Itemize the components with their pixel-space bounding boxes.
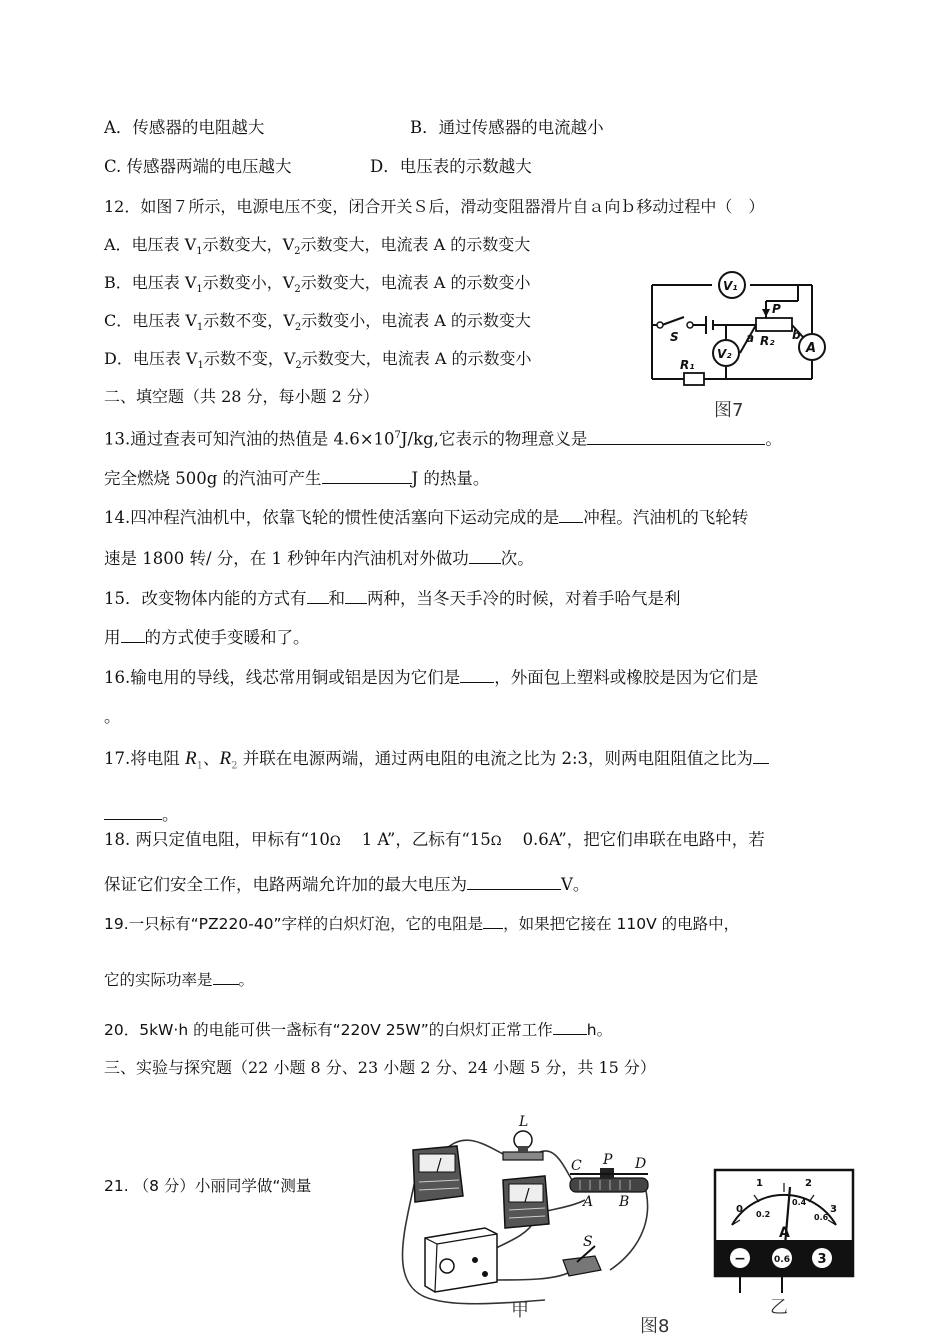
q15-blank-3[interactable] — [121, 626, 145, 643]
yi-tick-3: 3 — [830, 1204, 837, 1215]
fig8-voltmeter-icon — [503, 1176, 549, 1228]
q20-blank-1[interactable] — [553, 1018, 587, 1035]
fig8-switch-icon — [563, 1246, 601, 1276]
q16-blank-1[interactable] — [460, 666, 494, 683]
fig8-label-l: L — [519, 1114, 529, 1130]
yi-tick-1: 1 — [756, 1178, 763, 1189]
q21-stem: 21. （8 分）小丽同学做“测量 — [104, 1177, 312, 1195]
figure-8-jia-circuit — [385, 1110, 660, 1330]
fig7-v2-label: V₂ — [717, 347, 732, 361]
q12-option-d: D．电压表 $V_1$示数不变，$V_2$示数变大，电流表 A 的示数变小 — [104, 349, 532, 372]
q18-blank-1[interactable] — [467, 873, 561, 890]
fig8-label-p: P — [603, 1152, 613, 1168]
q12-option-c: C．电压表 $V_1$示数不变，$V_2$示数变小，电流表 A 的示数变大 — [104, 311, 531, 334]
fig8-yi-label: 乙 — [770, 1297, 788, 1315]
section-3-heading: 三、实验与探究题（22 小题 8 分、23 小题 2 分、24 小题 5 分，共 15 分） — [104, 1058, 656, 1077]
q12-stem: 12．如图７所示，电源电压不变，闭合开关Ｓ后，滑动变阻器滑片自ａ向ｂ移动过程中（ ） — [104, 197, 765, 216]
yi-terminal-3: 3 — [817, 1252, 827, 1267]
fig7-b-label: b — [792, 328, 801, 342]
fig8-caption: 图8 — [640, 1316, 670, 1337]
fig7-r2-label: R₂ — [760, 334, 775, 348]
q18-line-2: 保证它们安全工作，电路两端允许加的最大电压为 V。 — [104, 875, 590, 894]
q11-option-b: B．通过传感器的电流越小 — [410, 118, 604, 137]
fig8-label-d: D — [635, 1156, 647, 1172]
q20-line: 20．5kW·h 的电能可供一盏标有“220V 25W”的白炽灯正常工作 h。 — [104, 1018, 612, 1041]
fig7-slider-label: P — [772, 302, 781, 316]
q11-option-a: A．传感器的电阻越大 — [104, 118, 265, 137]
q14-blank-2[interactable] — [469, 547, 501, 564]
q14-line-1: 14.四冲程汽油机中，依靠飞轮的惯性使活塞向下运动完成的是 冲程。汽油机的飞轮转 — [104, 508, 749, 527]
fig8-label-c: C — [571, 1158, 582, 1174]
fig7-caption: 图7 — [714, 400, 744, 421]
q17-line-1: 17.将电阻 $R_1$、$R_2$ 并联在电源两端，通过两电阻的电流之比为 2:3，则两电阻阻值之比为 — [104, 747, 769, 777]
q13-blank-2[interactable] — [322, 467, 412, 484]
q15-line-1: 15．改变物体内能的方式有 和 两种，当冬天手冷的时候，对着手哈气是利 — [104, 589, 681, 608]
fig8-ammeter-left-icon — [413, 1146, 463, 1202]
q19-blank-1[interactable] — [483, 912, 503, 929]
yi-tick-02: 0.2 — [756, 1210, 771, 1219]
yi-terminal-minus: − — [734, 1251, 746, 1267]
q19-line-1: 19.一只标有“PZ220-40”字样的白炽灯泡，它的电阻是 ，如果把它接在 110V 的电路中， — [104, 912, 739, 935]
q15-blank-2[interactable] — [345, 587, 367, 604]
fig7-r1-label: R₁ — [680, 358, 695, 372]
q11-option-c: C. 传感器两端的电压越大 — [104, 157, 292, 176]
fig8-power-supply-icon — [425, 1228, 497, 1292]
q15-blank-1[interactable] — [307, 587, 329, 604]
yi-tick-2: 2 — [805, 1178, 812, 1189]
q12-option-a: A．电压表 $V_1$示数变大，$V_2$示数变大，电流表 A 的示数变大 — [104, 235, 531, 258]
q17-line-2: 。 — [104, 803, 179, 826]
fig7-ammeter-label: A — [806, 341, 817, 356]
fig7-switch-label: S — [670, 330, 679, 344]
q16-line-2: 。 — [104, 707, 121, 726]
fig8-lamp-icon — [503, 1131, 543, 1160]
yi-terminal-06: 0.6 — [774, 1255, 790, 1265]
fig8-jia-label: 甲 — [511, 1300, 529, 1321]
fig7-a-label: a — [746, 331, 755, 345]
figure-7-circuit — [640, 265, 840, 425]
fig8-label-b: B — [619, 1194, 630, 1210]
q13-line-2: 完全燃烧 500g 的汽油可产生 J 的热量。 — [104, 469, 490, 488]
yi-tick-0: 0 — [736, 1204, 743, 1215]
fig8-label-a: A — [583, 1194, 594, 1210]
q15-line-2: 用 的方式使手变暖和了。 — [104, 628, 310, 647]
yi-unit-label: A — [779, 1225, 790, 1241]
yi-tick-06: 0.6 — [814, 1213, 829, 1222]
q13-line-1: 13.通过查表可知汽油的热值是 $4.6\times 10^7J/kg$,它表示的物理意义是 。 — [104, 429, 782, 449]
fig7-v1-label: V₁ — [723, 279, 738, 293]
q12-option-b: B．电压表 $V_1$示数变小，$V_2$示数变大，电流表 A 的示数变小 — [104, 273, 531, 296]
q18-line-1: 18. 两只定值电阻，甲标有“10Ω 1 A”，乙标有“15Ω 0.6A”，把它们串联在电路中，若 — [104, 830, 765, 849]
q16-line-1: 16.输电用的导线，线芯常用铜或铝是因为它们是 ，外面包上塑料或橡胶是因为它们是 — [104, 668, 759, 687]
q19-blank-2[interactable] — [213, 968, 239, 985]
section-2-heading: 二、填空题（共 28 分，每小题 2 分） — [104, 387, 379, 406]
q17-blank-2[interactable] — [104, 803, 162, 820]
fig8-label-s: S — [583, 1234, 593, 1250]
q19-line-2: 它的实际功率是 。 — [104, 968, 254, 991]
figure-8-yi-ammeter — [710, 1165, 860, 1315]
q11-option-d: D．电压表的示数越大 — [370, 157, 532, 176]
q13-blank-1[interactable] — [587, 428, 765, 445]
q14-line-2: 速是 1800 转/ 分，在 1 秒钟年内汽油机对外做功 次。 — [104, 549, 534, 568]
yi-tick-04: 0.4 — [792, 1198, 807, 1207]
q14-blank-1[interactable] — [559, 506, 583, 523]
q17-blank-1[interactable] — [753, 747, 769, 764]
